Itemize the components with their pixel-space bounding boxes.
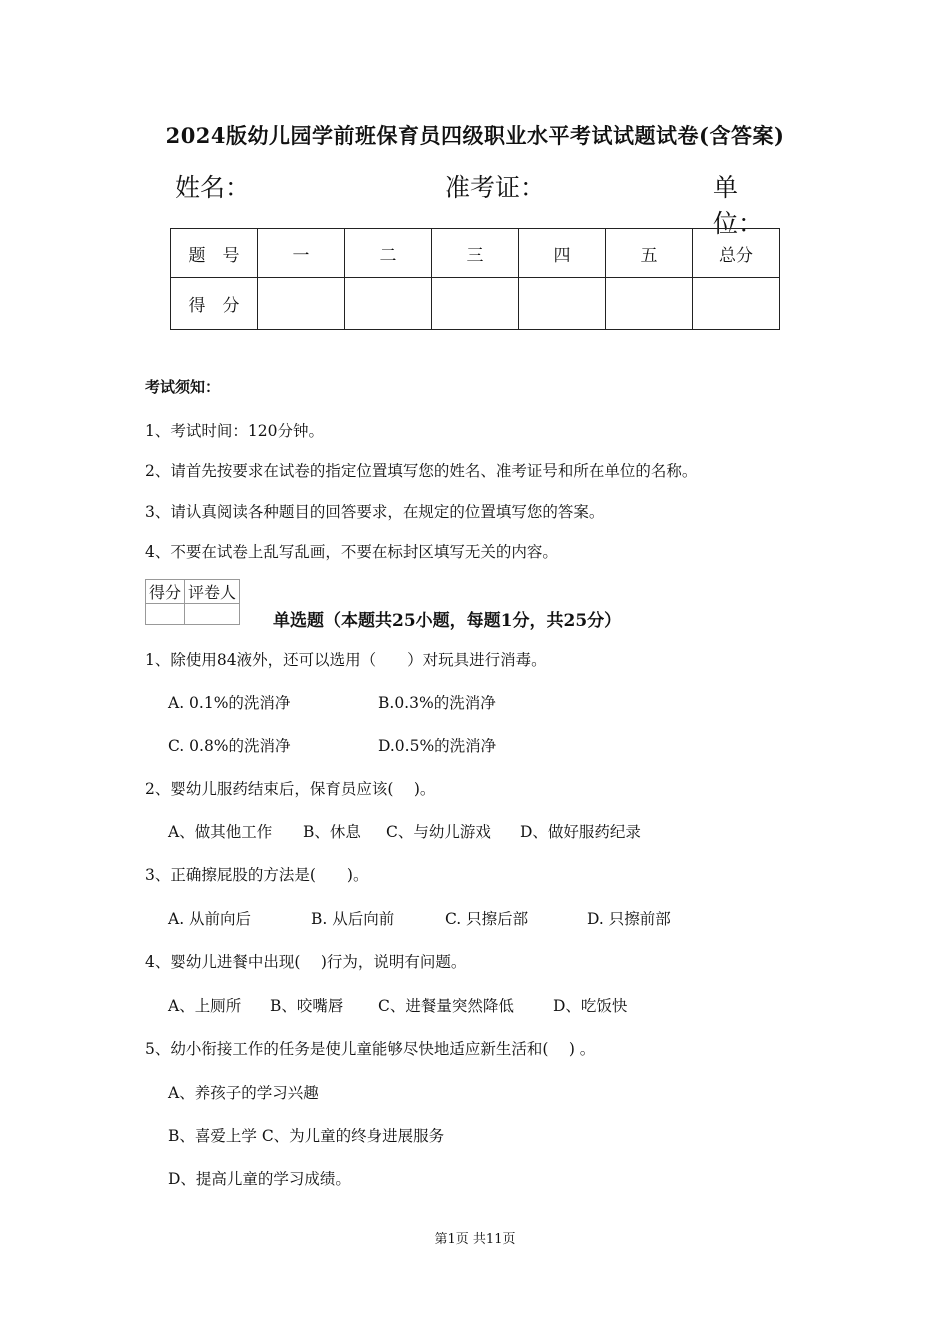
score-table — [170, 228, 780, 330]
score-table-cell: 四 — [519, 229, 606, 278]
question-stem: 4、婴幼儿进餐中出现( )行为，说明有问题。 — [145, 953, 467, 971]
option-c: C、与幼儿游戏 — [386, 823, 491, 841]
candidate-info-row — [175, 168, 785, 238]
option-a: A、做其他工作 — [168, 823, 273, 841]
score-table-cell: 二 — [345, 229, 432, 278]
option-b: B、咬嘴唇 — [270, 997, 344, 1015]
option-a: A、养孩子的学习兴趣 — [168, 1084, 319, 1102]
score-table-header-row — [171, 229, 780, 278]
score-blank-cell — [345, 278, 432, 330]
question-stem: 2、婴幼儿服药结束后，保育员应该( )。 — [145, 780, 436, 798]
page-title: 2024版幼儿园学前班保育员四级职业水平考试试题试卷(含答案) — [165, 123, 785, 148]
option-d: D.0.5%的洗消净 — [378, 737, 497, 755]
score-table-cell: 五 — [606, 229, 693, 278]
option-bc: B、喜爱上学 C、为儿童的终身进展服务 — [168, 1127, 445, 1145]
score-table-cell: 总分 — [693, 229, 780, 278]
section-title: 单选题（本题共25小题，每题1分，共25分） — [273, 611, 622, 631]
option-d: D、做好服药纪录 — [520, 823, 641, 841]
exam-number-label: 准考证： — [445, 173, 546, 202]
question-stem: 1、除使用84液外，还可以选用（ ）对玩具进行消毒。 — [145, 651, 547, 669]
score-table-cell: 题 号 — [171, 229, 258, 278]
question-stem: 5、幼小衔接工作的任务是使儿童能够尽快地适应新生活和( ) 。 — [145, 1040, 596, 1058]
grader-blank-cell — [185, 604, 240, 625]
grader-reviewer-label: 评卷人 — [185, 580, 240, 604]
score-row-label: 得 分 — [171, 278, 258, 330]
score-table-cell: 一 — [258, 229, 345, 278]
option-c: C. 只擦后部 — [445, 910, 529, 928]
option-d: D、吃饭快 — [553, 997, 628, 1015]
score-blank-cell — [606, 278, 693, 330]
notice-item: 4、不要在试卷上乱写乱画，不要在标封区填写无关的内容。 — [145, 543, 558, 561]
option-b: B、休息 — [303, 823, 361, 841]
score-blank-cell — [432, 278, 519, 330]
option-c: C、进餐量突然降低 — [378, 997, 514, 1015]
name-label: 姓名： — [175, 173, 251, 202]
grader-box — [145, 579, 240, 625]
page-footer: 第1页 共11页 — [434, 1232, 516, 1247]
option-a: A. 0.1%的洗消净 — [168, 694, 291, 712]
grader-blank-cell — [146, 604, 185, 625]
score-blank-cell — [519, 278, 606, 330]
question-stem: 3、正确擦屁股的方法是( )。 — [145, 866, 369, 884]
option-d: D. 只擦前部 — [587, 910, 671, 928]
score-table-score-row — [171, 278, 780, 330]
score-blank-cell — [258, 278, 345, 330]
notice-item: 3、请认真阅读各种题目的回答要求，在规定的位置填写您的答案。 — [145, 503, 605, 521]
unit-label: 单位： — [713, 173, 764, 238]
option-a: A. 从前向后 — [168, 910, 252, 928]
notice-item: 1、考试时间：120分钟。 — [145, 422, 324, 440]
notice-heading: 考试须知： — [145, 378, 221, 396]
notice-item: 2、请首先按要求在试卷的指定位置填写您的姓名、准考证号和所在单位的名称。 — [145, 462, 698, 480]
score-blank-cell — [693, 278, 780, 330]
option-b: B. 从后向前 — [311, 910, 395, 928]
grader-score-label: 得分 — [146, 580, 185, 604]
option-b: B.0.3%的洗消净 — [378, 694, 496, 712]
option-a: A、上厕所 — [168, 997, 242, 1015]
option-c: C. 0.8%的洗消净 — [168, 737, 291, 755]
option-d: D、提高儿童的学习成绩。 — [168, 1170, 351, 1188]
score-table-cell: 三 — [432, 229, 519, 278]
